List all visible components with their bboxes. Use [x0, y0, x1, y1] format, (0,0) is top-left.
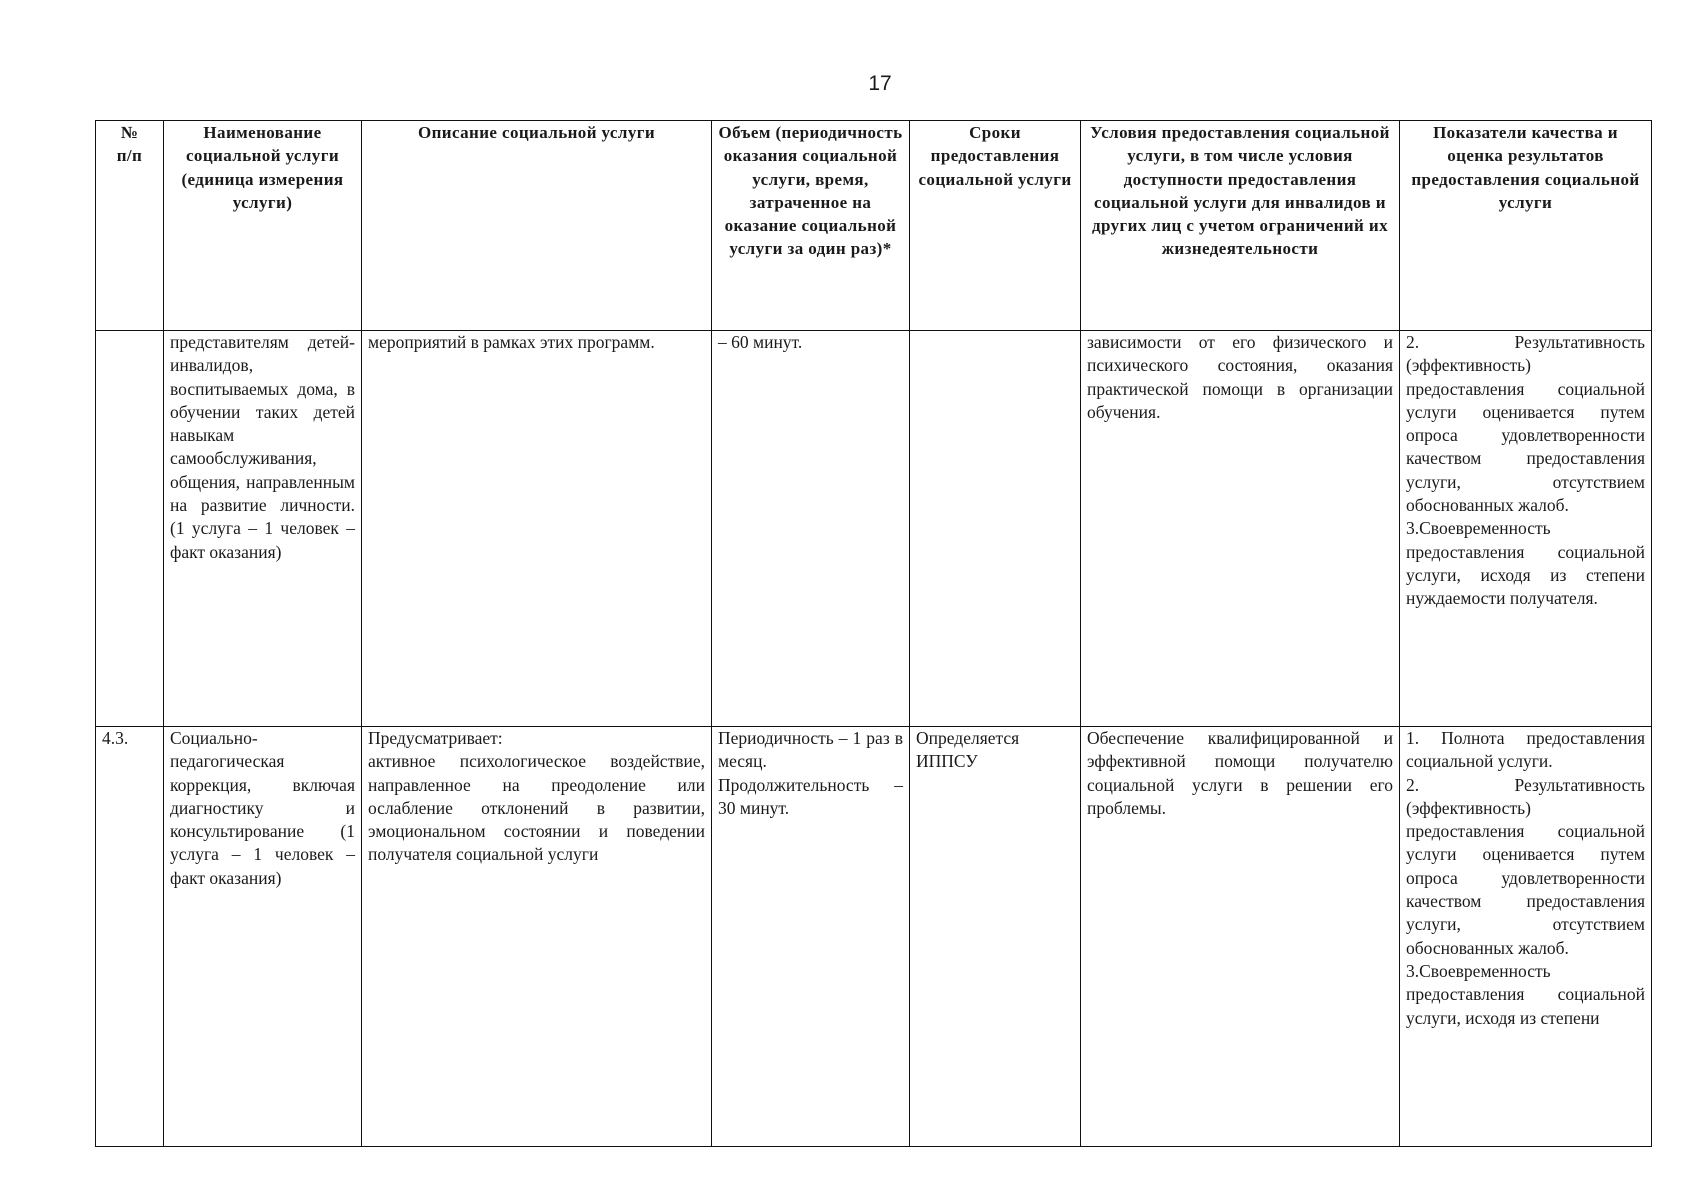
description-intro: Предусматривает:	[368, 728, 503, 748]
table-header-row	[96, 121, 1652, 331]
header-conditions: Условия предоставления социальной услуги, в том числе условия доступности предоставления социальной услуги для инвалидов и других лиц с учетом ограничений их жизнедеятельности	[1081, 121, 1400, 331]
cell-volume: Периодичность – 1 раз в месяц. Продолжительность – 30 минут.	[712, 727, 910, 1147]
page-number: 17	[868, 72, 892, 95]
cell-number: 4.3.	[96, 727, 164, 1147]
table-row	[96, 727, 1652, 1147]
cell-conditions: зависимости от его физического и психического состояния, оказания практической помощи в организации обучения.	[1081, 331, 1400, 727]
header-description: Описание социальной услуги	[362, 121, 712, 331]
header-service-name: Наименование социальной услуги (единица измерения услуги)	[164, 121, 362, 331]
description-text: активное психологическое воздействие, направленное на преодоление или ослабление отклонений в развитии, эмоциональном состоянии и поведении получателя социальной услуги	[368, 751, 705, 865]
cell-service-name: представителям детей-инвалидов, воспитываемых дома, в обучении таких детей навыкам самообслуживания, общения, направленным на развитие личности. (1 услуга – 1 человек – факт оказания)	[164, 331, 362, 727]
table-row	[96, 331, 1652, 727]
cell-terms	[910, 331, 1081, 727]
cell-conditions: Обеспечение квалифицированной и эффективной помощи получателю социальной услуги в решении его проблемы.	[1081, 727, 1400, 1147]
cell-description	[362, 727, 712, 1147]
cell-number	[96, 331, 164, 727]
header-number: № п/п	[96, 121, 164, 331]
cell-quality: 2. Результативность (эффективность) предоставления социальной услуги оценивается путем опроса удовлетворенности качеством предоставления услуги, отсутствием обоснованных жалоб. 3.Своевременность предоставления социальной услуги, исходя из степени нуждаемости получателя.	[1400, 331, 1652, 727]
header-volume: Объем (периодичность оказания социальной услуги, время, затраченное на оказание социальной услуги за один раз)*	[712, 121, 910, 331]
social-services-table	[95, 120, 1652, 1147]
header-quality: Показатели качества и оценка результатов предоставления социальной услуги	[1400, 121, 1652, 331]
cell-terms: Определяется ИППСУ	[910, 727, 1081, 1147]
cell-volume: – 60 минут.	[712, 331, 910, 727]
cell-quality: 1. Полнота предоставления социальной услуги. 2. Результативность (эффективность) предоставления социальной услуги оценивается путем опроса удовлетворенности качеством предоставления услуги, отсутствием обоснованных жалоб. 3.Своевременность предоставления социальной услуги, исходя из степени	[1400, 727, 1652, 1147]
header-terms: Сроки предоставления социальной услуги	[910, 121, 1081, 331]
cell-description: мероприятий в рамках этих программ.	[362, 331, 712, 727]
cell-service-name: Социально-педагогическая коррекция, включая диагностику и консультирование (1 услуга – 1 человек – факт оказания)	[164, 727, 362, 1147]
